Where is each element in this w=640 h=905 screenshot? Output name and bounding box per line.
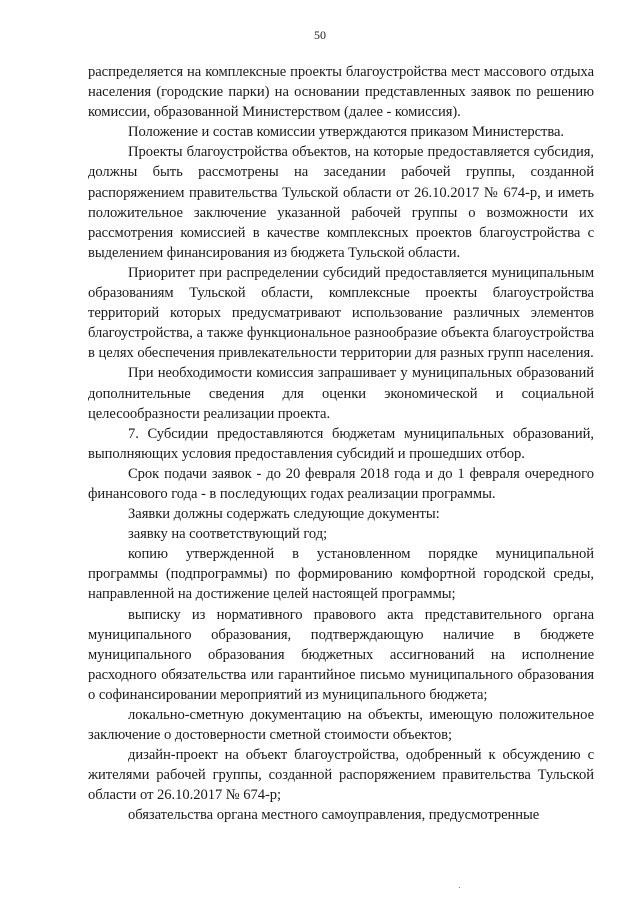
paragraph: распределяется на комплексные проекты благоустройства мест массового отдыха населения (городские парки) на основании представленных заявок по решению комиссии, образованной Министерством (далее - комиссия). [88,64,594,121]
page-number: 50 [314,28,326,42]
paragraph: копию утвержденной в установленном порядке муниципальной программы (подпрограммы) по формированию комфортной городской среды, направленной на достижение целей настоящей программы; [88,546,594,603]
paragraph: дизайн-проект на объект благоустройства, одобренный к обсуждению с жителями рабочей группы, созданной распоряжением правительства Тульской области от 26.10.2017 № 674-р; [88,747,594,804]
paragraph: Положение и состав комиссии утверждаются приказом Министерства. [128,124,565,141]
paragraph: При необходимости комиссия запрашивает у муниципальных образований дополнительные сведения для оценки экономической и социальной целесообразности реализации проекта. [88,365,594,422]
paragraph: Заявки должны содержать следующие документы: [128,506,440,523]
paragraph: Проекты благоустройства объектов, на которые предоставляется субсидия, должны быть рассмотрены на заседании рабочей группы, созданной распоряжением правительства Тульской области от 26.10.2017 № 674-р, и иметь положительное заключение указанной рабочей группы о возможности их рассмотрения комиссией в качестве комплексных проектов благоустройства с выделением финансирования из бюджета Тульской области. [88,144,594,261]
paragraph: локально-сметную документацию на объекты, имеющую положительное заключение о достоверности сметной стоимости объектов; [88,707,594,744]
paragraph: 7. Субсидии предоставляются бюджетам муниципальных образований, выполняющих условия предоставления субсидий и прошедших отбор. [88,425,594,462]
scan-artifact [459,887,460,888]
paragraph: заявку на соответствующий год; [128,526,328,543]
paragraph: выписку из нормативного правового акта представительного органа муниципального образования, подтверждающую наличие в бюджете муниципального образования бюджетных ассигнований на исполнение расходного обязательства или гарантийное письмо муниципального образования о софинансировании мероприятий из муниципального бюджета; [88,606,594,703]
document-body [88,62,594,826]
paragraph: Срок подачи заявок - до 20 февраля 2018 года и до 1 февраля очередного финансового года - в последующих годах реализации программы. [88,465,594,502]
paragraph: обязательства органа местного самоуправления, предусмотренные [128,807,540,824]
paragraph: Приоритет при распределении субсидий предоставляется муниципальным образованиям Тульской области, комплексные проекты благоустройства территорий которых предусматривают использование различных элементов благоустройства, а также функциональное разнообразие объекта благоустройства в целях обеспечения привлекательности территории для разных групп населения. [88,264,594,362]
